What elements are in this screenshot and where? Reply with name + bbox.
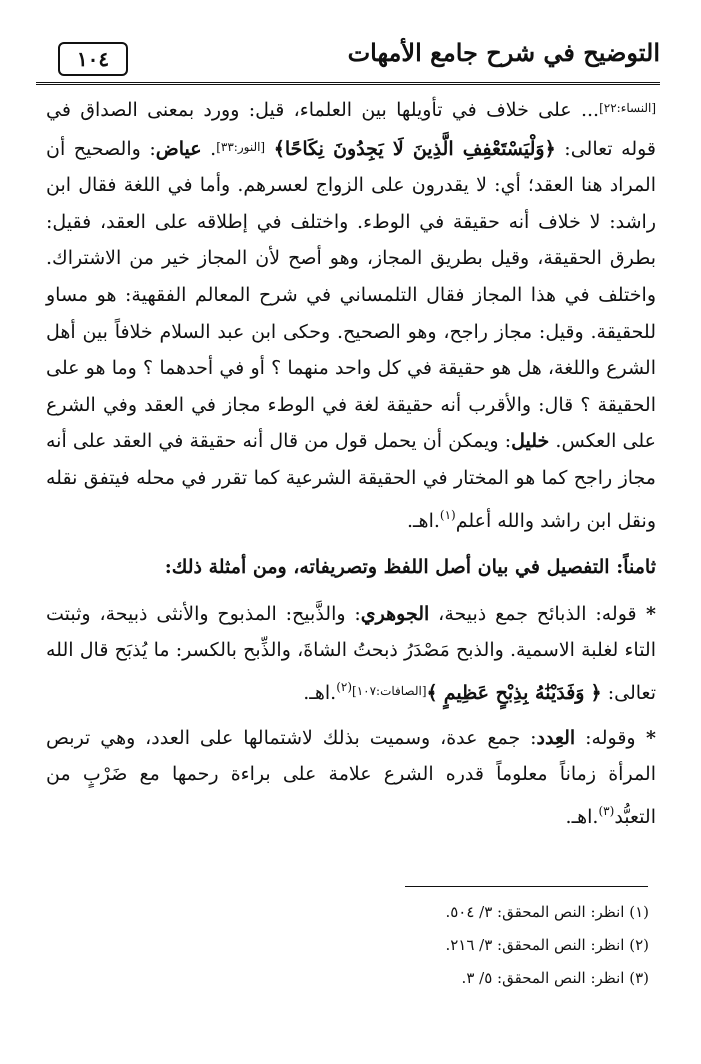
paragraph-2 — [46, 596, 656, 712]
scholar-name: خليل — [511, 430, 550, 453]
page-number: ١٠٤ — [58, 42, 128, 76]
paragraph-text: : والذَّبيح: المذبوح والأنثى ذبيحة، وثبتت التاء لغلبة الاسمية. والذبح مَصْدَرُ ذبحتُ الشاةَ، والذِّبح بالكسر: ما يُذبَح قال الله تعالى: — [46, 602, 656, 704]
page-header — [36, 32, 660, 82]
end-marker: .اهـ. — [565, 805, 599, 828]
quran-reference: [النور:٣٣] — [216, 139, 266, 154]
footnote-marker: (١) — [439, 507, 456, 522]
scholar-name: عياض — [155, 137, 202, 160]
section-heading: ثامناً: التفصيل في بيان أصل اللفظ وتصريفاته، ومن أمثلة ذلك: — [164, 556, 656, 579]
quran-bracket-open: ﴿ — [590, 681, 602, 704]
footnote-1: (١) انظر: النص المحقق: ٣/ ٥٠٤. — [445, 903, 649, 921]
paragraph-text: : ويمكن أن يحمل قول من قال أنه حقيقة في العقد على أنه مجاز راجح كما هو المختار في الحقيقة الشرعية كما تقرر في محله فيتفق نقله ونقل ابن راشد والله أعلم — [46, 430, 656, 532]
footnotes — [349, 896, 649, 995]
scholar-name: الجوهري — [360, 602, 430, 625]
quran-bracket-open: ﴿ — [544, 137, 556, 160]
footnote-separator — [405, 886, 648, 887]
page-body — [46, 90, 656, 835]
header-rule — [36, 82, 660, 85]
paragraph-text: ... على خلاف في تأويلها بين العلماء، قيل: وورد بمعنى الصداق في قوله تعالى: — [46, 99, 657, 160]
paragraph-1 — [46, 90, 656, 539]
term-heading: العِدد — [536, 726, 576, 749]
quran-bracket-close: ﴾ — [273, 137, 285, 160]
paragraph-3 — [46, 720, 656, 836]
punctuation: . — [201, 137, 217, 160]
running-title: التوضيح في شرح جامع الأمهات — [347, 38, 660, 67]
bullet-star: * — [636, 602, 656, 625]
footnote-marker: (٢) — [336, 679, 353, 694]
quran-verse: وَفَدَيْنَٰهُ بِذِبْحٍ عَظِيمٍ — [443, 681, 585, 704]
end-marker: .اهـ. — [303, 681, 337, 704]
quran-reference: [الصافات:١٠٧] — [352, 683, 427, 698]
paragraph-text: قوله: الذبائح جمع ذبيحة، — [429, 602, 637, 625]
footnote-marker: (٣) — [598, 803, 615, 818]
paragraph-text: وقوله: — [575, 726, 636, 749]
quran-bracket-close: ﴾ — [426, 681, 438, 704]
quran-reference: [النساء:٢٢] — [599, 101, 656, 115]
end-marker: .اهـ. — [406, 509, 440, 532]
footnote-3: (٣) انظر: النص المحقق: ٥/ ٣. — [461, 969, 649, 987]
paragraph-text: : جمع عدة، وسميت بذلك لاشتمالها على العدد، وهي تربص المرأة زماناً معلوماً قدره الشرع علامة على براءة رحمها مع ضَرْبٍ من التعبُّد — [46, 726, 656, 828]
paragraph-text: : والصحيح أن المراد هنا العقد؛ أي: لا يقدرون على الزواج لعسرهم. وأما في اللغة فقال ابن راشد: لا خلاف أنه حقيقة في الوطء. واختلف في إطلاقه على العقد، فقيل: بطرق الحقيقة، وقيل بطريق المجاز، وهو أصح لأن المجاز خير من الاشتراك. واختلف في هذا المجاز فقال التلمساني في شرح المعالم الفقهية: هو مساو للحقيقة. وقيل: مجاز راجح، وهو الصحيح. وحكى ابن عبد السلام خلافاً بين أهل الشرع واللغة، هل هو حقيقة في كل واحد منهما ؟ أو في أحدهما ؟ وما هو على الحقيقة ؟ قال: والأقرب أنه حقيقة لغة في الوطء مجاز في العقد وفي الشرع على العكس. — [46, 137, 656, 453]
footnote-2: (٢) انظر: النص المحقق: ٣/ ٢١٦. — [445, 936, 649, 954]
bullet-star: * — [635, 726, 656, 749]
quran-verse: وَلْيَسْتَعْفِفِ الَّذِينَ لَا يَجِدُونَ نِكَاحًا — [284, 137, 545, 160]
